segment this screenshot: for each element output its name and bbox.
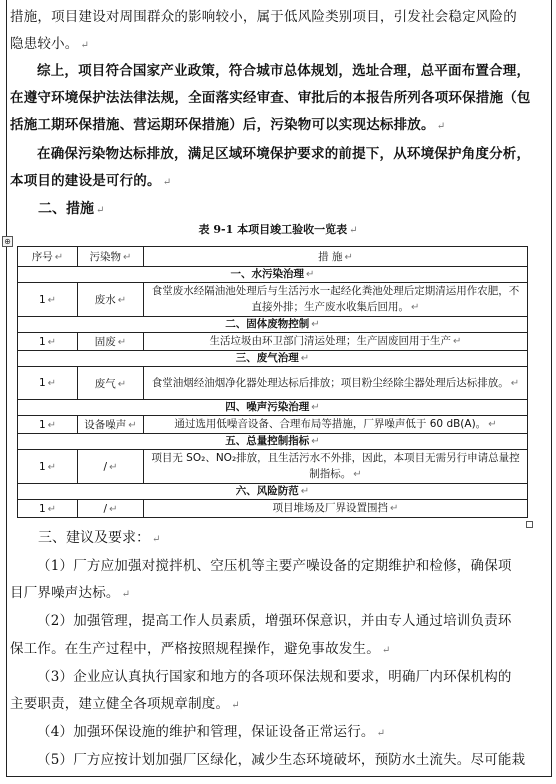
table-row bbox=[18, 283, 528, 317]
cell-measure: 食堂油烟经油烟净化器处理达标后排放；项目粉尘经除尘器处理后达标排放。 ↵ bbox=[144, 367, 528, 400]
header-pollutant: 污染物 ↵ bbox=[78, 247, 144, 267]
text-line: 主要职责，建立健全各项规章制度。 ↵ bbox=[10, 696, 240, 713]
cell-measure: 通过选用低噪音设备、合理布局等措施，厂界噪声低于 60 dB(A)。 ↵ bbox=[144, 416, 528, 434]
table-resize-handle-icon[interactable] bbox=[526, 521, 533, 528]
section-title: 四、噪声污染治理 ↵ bbox=[18, 400, 528, 416]
table-row bbox=[18, 367, 528, 400]
suggestions-list bbox=[10, 553, 542, 775]
section-row-water bbox=[18, 267, 528, 283]
list-item: （3）企业应认真执行国家和地方的各项环保法规和要求，明确厂内环保机构的 bbox=[37, 668, 512, 685]
section-row-air bbox=[18, 351, 528, 367]
text-line: 在确保污染物达标排放，满足区域环境保护要求的前提下，从环境保护角度分析， bbox=[37, 146, 531, 162]
section-title: 三、废气治理 ↵ bbox=[18, 351, 528, 367]
cell-measure: 项目无 SO₂、NO₂排放，且生活污水不外排，因此，本项目无需另行申请总量控制指标。 ↵ bbox=[144, 450, 528, 484]
cell-no: 1 ↵ bbox=[18, 416, 78, 434]
list-item: （2）加强管理，提高工作人员素质，增强环保意识，并由专人通过培训负责环 bbox=[37, 613, 512, 630]
cell-pollutant: / ↵ bbox=[78, 500, 144, 518]
list-item: （1）厂方应加强对搅拌机、空压机等主要产噪设备的定期维护和检修，确保项 bbox=[37, 558, 512, 574]
section-title: 一、水污染治理 ↵ bbox=[18, 267, 528, 283]
text-line: 本项目的建设是可行的。 ↵ bbox=[10, 173, 172, 189]
paragraph-summary bbox=[10, 58, 542, 140]
cell-pollutant: / ↵ bbox=[78, 450, 144, 484]
text-line: 目厂界噪声达标。 ↵ bbox=[10, 585, 131, 602]
paragraph-conclusion bbox=[10, 141, 542, 196]
table-row bbox=[18, 450, 528, 484]
cell-pollutant: 废气 ↵ bbox=[78, 367, 144, 400]
text-line: 保工作。在生产过程中，严格按照规程操作，避免事故发生。 ↵ bbox=[10, 640, 391, 657]
acceptance-table bbox=[17, 246, 528, 518]
cell-measure: 食堂废水经隔油池处理后与生活污水一起经化粪池处理后定期清运用作农肥，不直接外排；生产废水收集后回用。 ↵ bbox=[144, 283, 528, 317]
section-title: 二、固体废物控制 ↵ bbox=[18, 317, 528, 333]
table-move-handle-icon[interactable]: ⊕ bbox=[2, 236, 13, 247]
section-row-solid-waste bbox=[18, 317, 528, 333]
section-row-noise bbox=[18, 400, 528, 416]
table-row bbox=[18, 333, 528, 351]
text-line: 综上，项目符合国家产业政策，符合城市总体规划，选址合理，总平面布置合理， bbox=[37, 63, 531, 79]
cell-pollutant: 废水 ↵ bbox=[78, 283, 144, 317]
header-no: 序号 ↵ bbox=[18, 247, 78, 267]
table-caption: 表 9-1 本项目竣工验收一览表 ↵ bbox=[198, 223, 358, 236]
list-item: （5）厂方应按计划加强厂区绿化，减少生态环境破坏，预防水土流失。尽可能栽 bbox=[37, 752, 526, 769]
cell-pollutant: 设备噪声 ↵ bbox=[78, 416, 144, 434]
paragraph-risk bbox=[10, 4, 542, 59]
cell-no: 1 ↵ bbox=[18, 283, 78, 317]
section-heading-suggestions: 三、建议及要求： ↵ bbox=[38, 530, 161, 546]
cell-pollutant: 固废 ↵ bbox=[78, 333, 144, 351]
cell-no: 1 ↵ bbox=[18, 500, 78, 518]
text-line: 措施，项目建设对周围群众的影响较小，属于低风险类别项目，引发社会稳定风险的 bbox=[10, 9, 517, 25]
table-row bbox=[18, 416, 528, 434]
section-row-total-control bbox=[18, 434, 528, 450]
section-title: 六、风险防范 ↵ bbox=[18, 484, 528, 500]
cell-measure: 生活垃圾由环卫部门清运处理；生产固废回用于生产 ↵ bbox=[144, 333, 528, 351]
section-row-risk bbox=[18, 484, 528, 500]
cell-measure: 项目堆场及厂界设置围挡 ↵ bbox=[144, 500, 528, 518]
cell-no: 1 ↵ bbox=[18, 333, 78, 351]
header-measure: 措 施 ↵ bbox=[144, 247, 528, 267]
section-title: 五、总量控制指标 ↵ bbox=[18, 434, 528, 450]
text-line: 在遵守环境保护法法律法规，全面落实经审查、审批后的本报告所列各项环保措施（包 bbox=[10, 90, 531, 106]
cell-no: 1 ↵ bbox=[18, 367, 78, 400]
cell-no: 1 ↵ bbox=[18, 450, 78, 484]
list-item: （4）加强环保设施的维护和管理，保证设备正常运行。 ↵ bbox=[37, 724, 386, 741]
text-line: 括施工期环保措施、营运期环保措施）后，污染物可以实现达标排放。 ↵ bbox=[10, 117, 446, 133]
section-heading-measures: 二、措施 ↵ bbox=[38, 201, 105, 217]
table-row bbox=[18, 500, 528, 518]
table-header-row bbox=[18, 247, 528, 267]
text-line: 隐患较小。 ↵ bbox=[10, 36, 90, 52]
